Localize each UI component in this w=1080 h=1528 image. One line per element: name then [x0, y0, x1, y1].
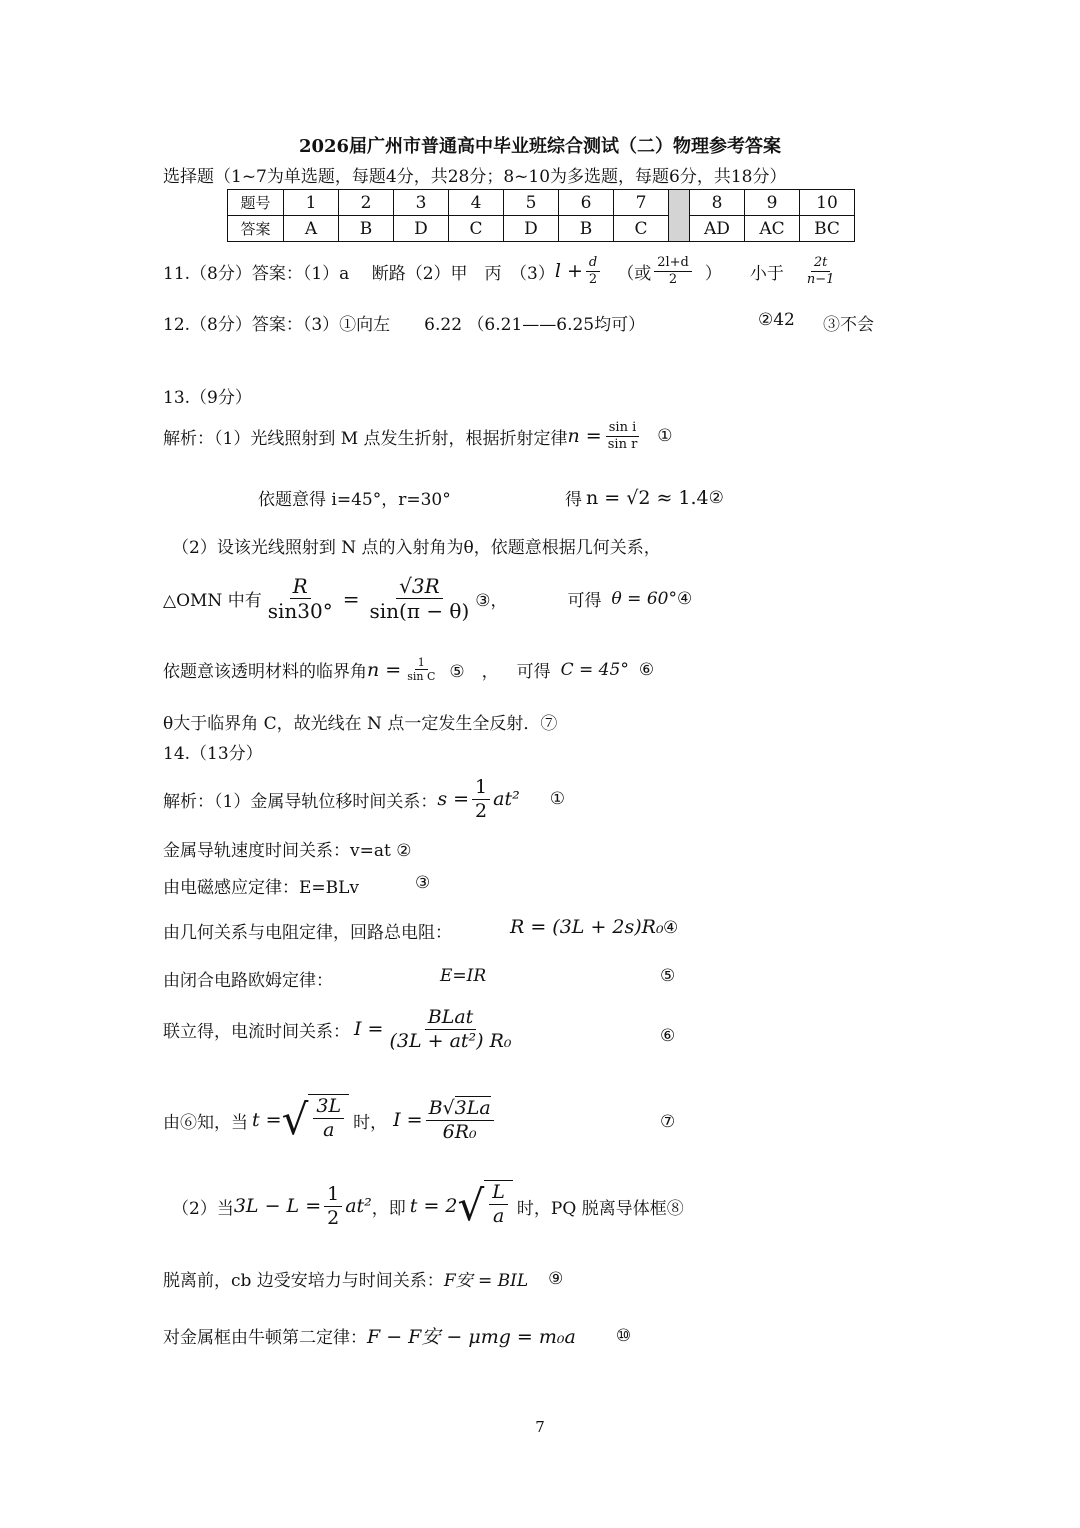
table-divider [669, 190, 690, 242]
q14-I2-radicand: 3La [454, 1096, 491, 1119]
q13-mark3: ③， [475, 591, 508, 611]
q14-l8-radicand [484, 1180, 513, 1232]
q14-l5: 由闭合电路欧姆定律： [163, 971, 333, 991]
table-cell: 10 [800, 190, 855, 216]
page-number: 7 [535, 1418, 545, 1436]
q13-one: 1 [415, 656, 428, 670]
table-row-numbers [228, 190, 855, 216]
q12-answer [163, 310, 874, 335]
radical-icon: √ [281, 1095, 309, 1144]
table-cell: AC [745, 216, 800, 242]
q13-line2: 依题意得 i=45°，r=30° [258, 490, 451, 510]
q14-l8-expr: 3L − L = [233, 1195, 322, 1217]
q14-mark1: ① [549, 789, 565, 810]
q14-I2-eq: I = [393, 1109, 423, 1131]
q13-sqrt3R: √3R [396, 574, 443, 599]
q14-l8-frac [489, 1181, 508, 1232]
table-cell: 5 [504, 190, 559, 216]
table-cell: 1 [284, 190, 339, 216]
q14-t-eq: t = [252, 1109, 282, 1131]
table-cell: D [394, 216, 449, 242]
table-cell: 7 [614, 190, 669, 216]
q14-mark6: ⑥ [660, 1026, 676, 1046]
q13-R: R [290, 574, 311, 599]
q13-sinC: sin C [407, 670, 436, 684]
q14-l8: （2）当 [172, 1198, 234, 1219]
q14-F2-expr: F − F安 − μmg = m₀a [367, 1326, 576, 1348]
q12-text: 12.（8分）答案：（3）①向左 6.22 （6.21——6.25均可） [163, 315, 646, 335]
q13-header: 13.（9分） [163, 388, 252, 408]
q13-frac-R [265, 574, 336, 623]
table-cell: 4 [449, 190, 504, 216]
table-cell: 6 [559, 190, 614, 216]
q14-mark3: ③ [415, 873, 431, 893]
q14-line2: 金属导轨速度时间关系：v=at ② [163, 841, 412, 861]
q13-l2b: 得 [565, 490, 582, 510]
q14-at2: at² [493, 788, 520, 811]
q13-l4: △OMN 中有 [163, 591, 262, 611]
q14-R-expr: R = (3L + 2s)R₀ [510, 916, 664, 938]
q11-answer [163, 255, 840, 287]
q13-equals: = [342, 586, 360, 611]
table-cell: 2 [339, 190, 394, 216]
table-cell: 3 [394, 190, 449, 216]
q13-line2-result [565, 485, 724, 510]
q14-l1: 解析：（1）金属导轨位移时间关系： [163, 791, 438, 812]
radical-icon: √ [442, 1096, 455, 1119]
q14-half [472, 776, 490, 823]
q14-l8-half [324, 1183, 342, 1230]
q11-less-den: n−1 [806, 271, 835, 287]
q14-I2-den: 6R₀ [442, 1120, 477, 1143]
q14-l8-t: t = 2 [409, 1195, 458, 1217]
q13-line5 [163, 656, 654, 683]
q14-half-den: 2 [475, 799, 488, 822]
q14-l8-end: 时，PQ 脱离导体框⑧ [516, 1198, 684, 1219]
q13-sin-i: sin i [606, 420, 640, 437]
q14-l9: 脱离前，cb 边受安培力与时间关系： [163, 1271, 444, 1291]
q14-line4 [163, 916, 679, 943]
q14-F-expr: F安 = BIL [443, 1271, 529, 1291]
q14-l8-a: a [492, 1204, 505, 1227]
table-cell: C [449, 216, 504, 242]
q14-header: 14.（13分） [163, 744, 263, 764]
q13-mark5: ⑤ ， [449, 662, 499, 683]
q11-frac-num: d [586, 255, 600, 272]
q14-t-radicand [308, 1094, 349, 1146]
table-cell: A [284, 216, 339, 242]
q14-l8-half-den: 2 [327, 1206, 340, 1229]
q14-I2-num [426, 1097, 494, 1121]
q14-line9 [163, 1266, 563, 1291]
q14-mark9: ⑨ [548, 1268, 564, 1289]
q14-t-num: 3L [313, 1095, 344, 1119]
q13-mark6: ⑥ [638, 659, 655, 680]
answer-table [227, 189, 855, 242]
q13-mark2: ② [708, 487, 724, 508]
q14-l6: 联立得，电流时间关系： [163, 1021, 350, 1042]
q13-snell-frac [605, 420, 641, 452]
q14-l8-mid: ，即 [371, 1198, 406, 1219]
q12-part2: ②42 [758, 310, 795, 330]
q13-C45: C = 45° [560, 659, 629, 680]
q11-frac-less [804, 255, 838, 287]
q13-critical-frac [404, 656, 438, 683]
q13-l5: 依题意该透明材料的临界角 [163, 662, 367, 683]
q14-t-den: a [323, 1118, 335, 1141]
q11-less: 小于 [749, 263, 784, 284]
q14-E-IR: E=IR [440, 966, 487, 986]
q13-sin-pi-theta: sin(π − θ) [369, 599, 470, 623]
q11-frac-d2 [586, 255, 600, 287]
q14-line7 [163, 1094, 497, 1146]
q14-l8-L: L [489, 1181, 508, 1205]
q13-n-eq2: n = [367, 658, 402, 681]
q14-mark10: ⑩ [615, 1325, 632, 1346]
q13-mark1: ① [657, 426, 673, 447]
q13-n-result: n = √2 ≈ 1.4 [586, 486, 709, 509]
table-cell: D [504, 216, 559, 242]
q11-frac-alt [654, 255, 692, 287]
q11-less-num: 2t [811, 255, 831, 272]
q13-sin-r: sin r [607, 436, 638, 452]
q13-line1 [163, 420, 673, 452]
q14-line3 [163, 873, 431, 898]
q14-mark4: ④ [663, 918, 679, 938]
q14-s-eq: s = [437, 788, 470, 811]
q14-line6 [163, 1006, 518, 1053]
table-cell: BC [800, 216, 855, 242]
q14-line8 [172, 1180, 684, 1232]
q14-l8-at: at² [345, 1195, 372, 1217]
q14-mark5: ⑤ [660, 966, 676, 986]
q14-I-frac [386, 1006, 514, 1053]
q14-half-num: 1 [472, 776, 490, 800]
table-header-cell: 题号 [228, 190, 284, 216]
q14-line5 [163, 966, 676, 991]
page-title: 2026届广州市普通高中毕业班综合测试（二）物理参考答案 [298, 136, 782, 157]
q14-line10 [163, 1322, 631, 1349]
q13-l1-text: 解析：（1）光线照射到 M 点发生折射，根据折射定律 [163, 428, 568, 449]
q13-line6: θ大于临界角 C，故光线在 N 点一定发生全反射．⑦ [163, 714, 558, 734]
q12-part3: ③不会 [823, 315, 874, 335]
q11-or: （或 [617, 263, 652, 284]
q11-alt-num: 2l+d [654, 255, 692, 272]
table-cell: AD [690, 216, 745, 242]
q14-mark7: ⑦ [660, 1112, 676, 1132]
q14-line1 [163, 776, 565, 823]
table-cell: C [614, 216, 669, 242]
table-header-cell: 答案 [228, 216, 284, 242]
q11-label: 11.（8分）答案：（1）a 断路（2）甲 丙 （3） [163, 263, 555, 284]
q11-alt-den: 2 [668, 271, 678, 287]
q13-line3: （2）设该光线照射到 N 点的入射角为θ，依题意根据几何关系， [172, 538, 661, 558]
q14-l4: 由几何关系与电阻定律，回路总电阻： [163, 923, 452, 943]
q14-t-sqrt [282, 1094, 349, 1146]
q14-I2-frac [426, 1097, 494, 1144]
q13-mark4: ④ [676, 588, 693, 609]
q13-can: 可得 [567, 591, 602, 611]
q14-I2-B: B [428, 1096, 443, 1119]
q13-line4 [163, 574, 692, 623]
q14-l8-half-num: 1 [324, 1183, 342, 1207]
q14-I-den: (3L + at²) R₀ [389, 1029, 512, 1052]
q13-frac-sqrt3R [366, 574, 472, 623]
q14-l3: 由电磁感应定律：E=BLv [163, 878, 360, 898]
choice-intro: 选择题（1~7为单选题，每题4分，共28分；8~10为多选题，每题6分，共18分） [163, 167, 787, 187]
q14-l7: 由⑥知，当 [163, 1112, 248, 1133]
q14-I-eq: I = [354, 1018, 384, 1041]
table-cell: 8 [690, 190, 745, 216]
q14-l10: 对金属框由牛顿第二定律： [163, 1328, 367, 1348]
q14-t-frac [313, 1095, 344, 1146]
q11-close: ） [704, 263, 722, 284]
table-row-answers [228, 216, 855, 242]
radical-icon: √ [457, 1181, 485, 1230]
table-cell: B [559, 216, 614, 242]
q11-frac-den: 2 [588, 271, 598, 287]
q13-sin30: sin30° [267, 599, 333, 623]
table-cell: B [339, 216, 394, 242]
q13-theta60: θ = 60° [611, 588, 677, 609]
q14-when: 时， [353, 1112, 388, 1133]
table-cell: 9 [745, 190, 800, 216]
q13-n-eq: n = [567, 425, 602, 448]
q11-expr-l: l + [554, 260, 583, 283]
q14-I-num: BLat [425, 1006, 477, 1030]
q14-l8-sqrt [458, 1180, 513, 1232]
q13-can2: 可得 [516, 662, 551, 683]
